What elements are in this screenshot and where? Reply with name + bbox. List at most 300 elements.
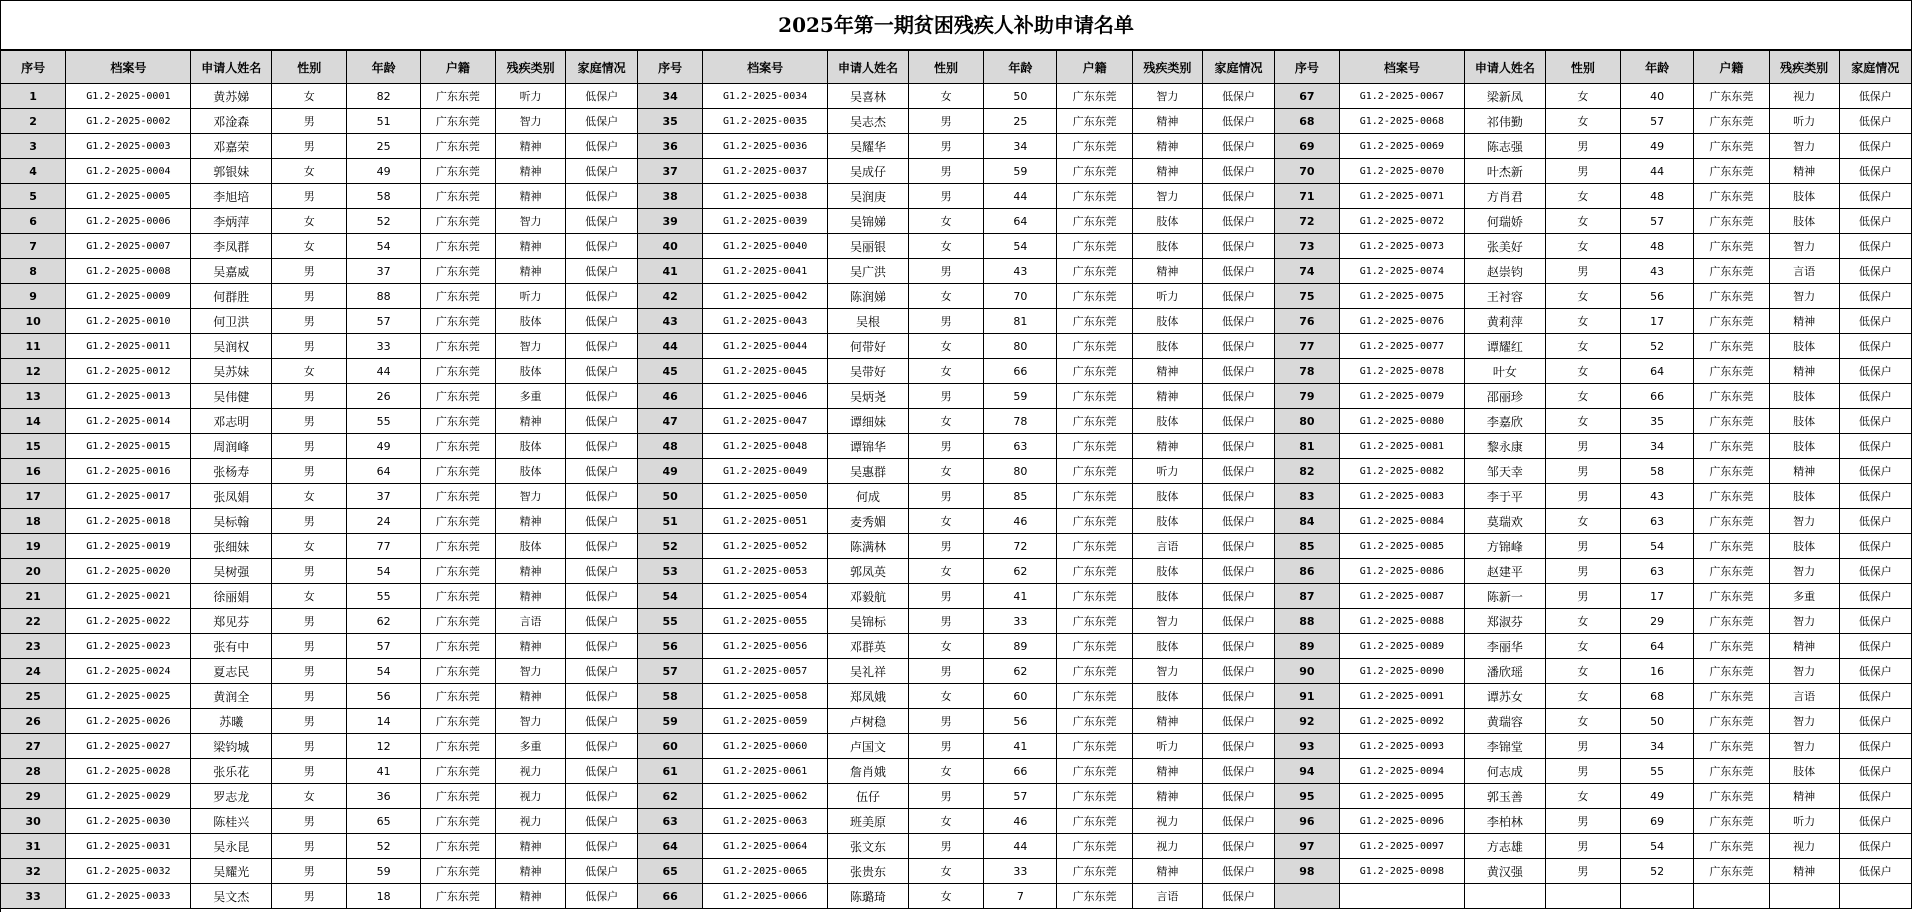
disability-type-cell: 肢体 (1132, 234, 1202, 259)
age-cell: 77 (347, 534, 420, 559)
disability-type-cell: 智力 (1769, 559, 1839, 584)
family-status-cell: 低保户 (566, 159, 638, 184)
gender-cell: 男 (908, 834, 983, 859)
disability-type-cell: 肢体 (1132, 409, 1202, 434)
family-status-cell: 低保户 (1202, 184, 1274, 209)
family-status-cell: 低保户 (566, 784, 638, 809)
disability-type-cell: 精神 (1132, 109, 1202, 134)
seq-cell: 47 (638, 409, 703, 434)
file-no-cell: G1.2-2025-0042 (703, 284, 828, 309)
applicant-name-cell: 邵丽珍 (1465, 384, 1546, 409)
gender-cell: 男 (272, 509, 347, 534)
domicile-cell: 广东东莞 (1057, 359, 1132, 384)
table-row (1, 234, 1912, 259)
file-no-cell: G1.2-2025-0008 (66, 259, 191, 284)
family-status-cell: 低保户 (1202, 84, 1274, 109)
file-no-cell: G1.2-2025-0005 (66, 184, 191, 209)
applicant-name-cell: 叶杰新 (1465, 159, 1546, 184)
gender-cell: 男 (272, 859, 347, 884)
age-cell: 49 (347, 434, 420, 459)
disability-type-cell: 言语 (1769, 684, 1839, 709)
domicile-cell: 广东东莞 (1694, 209, 1769, 234)
disability-type-cell: 智力 (1132, 609, 1202, 634)
applicant-name-cell: 麦秀媚 (828, 509, 909, 534)
domicile-cell: 广东东莞 (1057, 84, 1132, 109)
family-status-cell: 低保户 (1202, 684, 1274, 709)
disability-type-cell: 视力 (1132, 834, 1202, 859)
family-status-cell: 低保户 (1202, 659, 1274, 684)
seq-cell: 75 (1275, 284, 1340, 309)
applicant-name-cell: 叶女 (1465, 359, 1546, 384)
family-status-cell: 低保户 (1839, 609, 1911, 634)
disability-type-cell: 智力 (1769, 659, 1839, 684)
family-status-cell: 低保户 (1839, 159, 1911, 184)
file-no-cell: G1.2-2025-0034 (703, 84, 828, 109)
seq-cell: 77 (1275, 334, 1340, 359)
disability-type-cell: 肢体 (1132, 559, 1202, 584)
seq-cell: 5 (1, 184, 66, 209)
age-cell: 46 (984, 509, 1057, 534)
family-status-cell: 低保户 (1839, 559, 1911, 584)
domicile-cell: 广东东莞 (420, 259, 495, 284)
family-status-cell: 低保户 (566, 659, 638, 684)
domicile-cell: 广东东莞 (1057, 184, 1132, 209)
disability-type-cell: 肢体 (1769, 384, 1839, 409)
file-no-cell: G1.2-2025-0052 (703, 534, 828, 559)
disability-type-cell: 智力 (496, 484, 566, 509)
domicile-cell: 广东东莞 (420, 584, 495, 609)
family-status-cell: 低保户 (1202, 359, 1274, 384)
applicant-name-cell: 吴锦标 (828, 609, 909, 634)
age-cell: 37 (347, 484, 420, 509)
applicant-name-cell: 吴耀光 (191, 859, 272, 884)
seq-cell: 63 (638, 809, 703, 834)
gender-cell: 女 (908, 509, 983, 534)
age-cell: 58 (1621, 459, 1694, 484)
gender-cell: 女 (1545, 284, 1620, 309)
file-no-cell: G1.2-2025-0098 (1339, 859, 1464, 884)
age-cell: 14 (347, 709, 420, 734)
family-status-cell: 低保户 (1839, 84, 1911, 109)
seq-cell: 65 (638, 859, 703, 884)
seq-cell: 78 (1275, 359, 1340, 384)
disability-type-cell: 智力 (496, 109, 566, 134)
applicant-name-cell: 黄苏娣 (191, 84, 272, 109)
gender-cell: 女 (272, 84, 347, 109)
age-header: 年龄 (984, 51, 1057, 84)
family-status-cell: 低保户 (566, 809, 638, 834)
table-row (1, 559, 1912, 584)
domicile-cell: 广东东莞 (1694, 809, 1769, 834)
family-status-cell: 低保户 (566, 634, 638, 659)
age-cell: 57 (984, 784, 1057, 809)
seq-cell: 73 (1275, 234, 1340, 259)
domicile-cell: 广东东莞 (420, 609, 495, 634)
seq-cell: 42 (638, 284, 703, 309)
file-no-cell: G1.2-2025-0003 (66, 134, 191, 159)
file-no-cell: G1.2-2025-0082 (1339, 459, 1464, 484)
disability-type-cell: 精神 (1769, 309, 1839, 334)
table-row (1, 509, 1912, 534)
applicant-name-cell: 黄莉萍 (1465, 309, 1546, 334)
domicile-cell: 广东东莞 (1057, 409, 1132, 434)
seq-cell: 45 (638, 359, 703, 384)
disability-type-cell: 智力 (1132, 184, 1202, 209)
gender-cell: 女 (908, 809, 983, 834)
file-no-cell: G1.2-2025-0019 (66, 534, 191, 559)
disability-type-cell: 精神 (1769, 359, 1839, 384)
age-cell: 63 (1621, 509, 1694, 534)
age-cell: 55 (1621, 759, 1694, 784)
file-no-cell: G1.2-2025-0004 (66, 159, 191, 184)
file-no-cell: G1.2-2025-0047 (703, 409, 828, 434)
age-cell: 24 (347, 509, 420, 534)
family-status-cell: 低保户 (1202, 234, 1274, 259)
seq-cell: 81 (1275, 434, 1340, 459)
age-cell: 54 (1621, 534, 1694, 559)
seq-cell: 90 (1275, 659, 1340, 684)
gender-cell: 女 (272, 784, 347, 809)
gender-cell: 男 (908, 134, 983, 159)
age-cell: 34 (1621, 734, 1694, 759)
disability-type-cell: 智力 (1769, 284, 1839, 309)
family-status-cell: 低保户 (1202, 484, 1274, 509)
file-no-cell: G1.2-2025-0027 (66, 734, 191, 759)
disability-type-cell: 肢体 (496, 359, 566, 384)
gender-cell: 男 (272, 659, 347, 684)
table-row (1, 609, 1912, 634)
file-no-cell: G1.2-2025-0067 (1339, 84, 1464, 109)
domicile-cell: 广东东莞 (1694, 134, 1769, 159)
gender-cell: 男 (908, 784, 983, 809)
age-cell: 57 (347, 309, 420, 334)
file-no-cell: G1.2-2025-0001 (66, 84, 191, 109)
domicile-cell: 广东东莞 (420, 334, 495, 359)
age-cell: 58 (347, 184, 420, 209)
applicant-name-cell: 方志雄 (1465, 834, 1546, 859)
disability-type-cell: 智力 (1769, 234, 1839, 259)
disability-type-cell: 智力 (1132, 659, 1202, 684)
seq-cell: 88 (1275, 609, 1340, 634)
applicant-table (1, 50, 1912, 909)
file-no-cell: G1.2-2025-0023 (66, 634, 191, 659)
age-cell: 65 (347, 809, 420, 834)
family-status-cell: 低保户 (1839, 109, 1911, 134)
name-header: 申请人姓名 (1465, 51, 1546, 84)
applicant-name-cell: 吴惠群 (828, 459, 909, 484)
file-no-cell: G1.2-2025-0035 (703, 109, 828, 134)
file-no-header: 档案号 (66, 51, 191, 84)
domicile-cell: 广东东莞 (1057, 634, 1132, 659)
name-header: 申请人姓名 (191, 51, 272, 84)
family-status-cell: 低保户 (1839, 809, 1911, 834)
applicant-name-cell: 吴永昆 (191, 834, 272, 859)
disability-type-cell: 精神 (496, 159, 566, 184)
applicant-name-cell: 李凤群 (191, 234, 272, 259)
disability-type-cell: 肢体 (1132, 584, 1202, 609)
disability-type-cell: 肢体 (1769, 409, 1839, 434)
age-cell: 66 (1621, 384, 1694, 409)
domicile-cell: 广东东莞 (1694, 559, 1769, 584)
applicant-name-cell: 郭玉善 (1465, 784, 1546, 809)
file-no-cell: G1.2-2025-0024 (66, 659, 191, 684)
family-status-cell: 低保户 (566, 684, 638, 709)
file-no-cell: G1.2-2025-0014 (66, 409, 191, 434)
applicant-name-cell: 黄润全 (191, 684, 272, 709)
age-header: 年龄 (347, 51, 420, 84)
family-status-cell: 低保户 (566, 559, 638, 584)
gender-cell: 男 (272, 284, 347, 309)
disability-type-cell: 精神 (1132, 859, 1202, 884)
seq-cell: 59 (638, 709, 703, 734)
disability-type-cell: 听力 (496, 284, 566, 309)
disability-type-header: 残疾类别 (496, 51, 566, 84)
seq-cell (1275, 884, 1340, 909)
age-cell: 54 (984, 234, 1057, 259)
domicile-cell: 广东东莞 (1694, 509, 1769, 534)
gender-cell: 女 (908, 459, 983, 484)
file-no-cell: G1.2-2025-0028 (66, 759, 191, 784)
file-no-cell: G1.2-2025-0054 (703, 584, 828, 609)
gender-header: 性别 (908, 51, 983, 84)
seq-cell: 12 (1, 359, 66, 384)
gender-cell: 女 (1545, 184, 1620, 209)
domicile-cell: 广东东莞 (420, 309, 495, 334)
seq-cell: 28 (1, 759, 66, 784)
gender-cell: 男 (908, 534, 983, 559)
seq-cell: 93 (1275, 734, 1340, 759)
applicant-name-cell: 吴润庚 (828, 184, 909, 209)
gender-cell: 男 (272, 559, 347, 584)
applicant-name-cell: 郭银妹 (191, 159, 272, 184)
gender-cell: 男 (908, 434, 983, 459)
file-no-cell: G1.2-2025-0071 (1339, 184, 1464, 209)
disability-type-cell: 智力 (1769, 609, 1839, 634)
age-cell: 52 (347, 834, 420, 859)
family-status-cell: 低保户 (566, 459, 638, 484)
age-cell: 64 (984, 209, 1057, 234)
age-cell: 29 (1621, 609, 1694, 634)
age-cell: 49 (1621, 784, 1694, 809)
family-status-cell: 低保户 (1202, 109, 1274, 134)
domicile-cell: 广东东莞 (420, 184, 495, 209)
family-status-cell: 低保户 (566, 84, 638, 109)
age-cell: 41 (984, 734, 1057, 759)
family-status-cell: 低保户 (1839, 209, 1911, 234)
gender-cell: 女 (1545, 209, 1620, 234)
domicile-cell: 广东东莞 (420, 159, 495, 184)
family-status-cell: 低保户 (1839, 359, 1911, 384)
family-status-cell: 低保户 (566, 334, 638, 359)
age-cell: 68 (1621, 684, 1694, 709)
seq-cell: 55 (638, 609, 703, 634)
disability-type-cell: 肢体 (1132, 684, 1202, 709)
age-cell: 54 (347, 234, 420, 259)
disability-type-cell: 智力 (1769, 134, 1839, 159)
age-cell: 33 (984, 609, 1057, 634)
age-cell: 70 (984, 284, 1057, 309)
domicile-cell: 广东东莞 (1057, 709, 1132, 734)
applicant-name-cell: 何成 (828, 484, 909, 509)
domicile-cell: 广东东莞 (420, 434, 495, 459)
file-no-cell: G1.2-2025-0078 (1339, 359, 1464, 384)
domicile-cell: 广东东莞 (420, 284, 495, 309)
age-cell: 64 (347, 459, 420, 484)
family-status-cell: 低保户 (1839, 734, 1911, 759)
age-cell: 52 (347, 209, 420, 234)
domicile-cell: 广东东莞 (420, 759, 495, 784)
applicant-name-cell: 吴广洪 (828, 259, 909, 284)
table-row (1, 459, 1912, 484)
family-status-cell: 低保户 (1839, 834, 1911, 859)
seq-cell: 39 (638, 209, 703, 234)
seq-cell: 89 (1275, 634, 1340, 659)
applicant-name-cell: 吴礼祥 (828, 659, 909, 684)
family-status-cell: 低保户 (566, 134, 638, 159)
seq-cell: 84 (1275, 509, 1340, 534)
age-cell: 44 (984, 184, 1057, 209)
gender-cell: 男 (1545, 834, 1620, 859)
domicile-cell: 广东东莞 (1694, 334, 1769, 359)
family-status-cell: 低保户 (566, 834, 638, 859)
domicile-cell: 广东东莞 (1694, 759, 1769, 784)
domicile-cell: 广东东莞 (1057, 784, 1132, 809)
applicant-name-cell: 何群胜 (191, 284, 272, 309)
file-no-cell: G1.2-2025-0050 (703, 484, 828, 509)
disability-type-cell: 精神 (1132, 359, 1202, 384)
age-cell: 80 (984, 334, 1057, 359)
seq-cell: 30 (1, 809, 66, 834)
gender-cell: 男 (908, 609, 983, 634)
file-no-cell: G1.2-2025-0007 (66, 234, 191, 259)
gender-cell: 女 (1545, 384, 1620, 409)
family-status-cell: 低保户 (566, 734, 638, 759)
disability-type-cell: 精神 (496, 259, 566, 284)
seq-cell: 82 (1275, 459, 1340, 484)
family-status-cell: 低保户 (1202, 209, 1274, 234)
gender-cell: 男 (1545, 484, 1620, 509)
gender-cell: 男 (908, 734, 983, 759)
seq-cell: 38 (638, 184, 703, 209)
file-no-cell: G1.2-2025-0066 (703, 884, 828, 909)
domicile-cell: 广东东莞 (1057, 309, 1132, 334)
file-no-cell: G1.2-2025-0075 (1339, 284, 1464, 309)
gender-cell: 女 (1545, 509, 1620, 534)
file-no-cell: G1.2-2025-0056 (703, 634, 828, 659)
disability-type-cell: 精神 (1132, 159, 1202, 184)
applicant-name-cell: 邓嘉荣 (191, 134, 272, 159)
file-no-cell: G1.2-2025-0084 (1339, 509, 1464, 534)
gender-cell: 男 (908, 584, 983, 609)
applicant-name-cell: 苏曦 (191, 709, 272, 734)
applicant-name-cell: 李丽华 (1465, 634, 1546, 659)
table-row (1, 484, 1912, 509)
age-cell: 33 (347, 334, 420, 359)
domicile-cell: 广东东莞 (1694, 584, 1769, 609)
seq-cell: 7 (1, 234, 66, 259)
gender-cell: 男 (272, 609, 347, 634)
gender-cell: 男 (272, 184, 347, 209)
domicile-cell: 广东东莞 (1057, 734, 1132, 759)
seq-cell: 60 (638, 734, 703, 759)
disability-type-cell: 肢体 (1132, 634, 1202, 659)
domicile-cell: 广东东莞 (420, 459, 495, 484)
table-row (1, 209, 1912, 234)
file-no-cell: G1.2-2025-0055 (703, 609, 828, 634)
age-cell: 41 (347, 759, 420, 784)
applicant-name-cell: 李嘉欣 (1465, 409, 1546, 434)
seq-cell: 11 (1, 334, 66, 359)
applicant-name-cell: 卢国文 (828, 734, 909, 759)
disability-type-cell: 肢体 (496, 434, 566, 459)
seq-cell: 8 (1, 259, 66, 284)
applicant-name-cell: 伍仔 (828, 784, 909, 809)
disability-type-cell: 听力 (1132, 284, 1202, 309)
family-status-cell: 低保户 (566, 409, 638, 434)
age-cell: 85 (984, 484, 1057, 509)
family-status-cell: 低保户 (1839, 759, 1911, 784)
file-no-cell: G1.2-2025-0059 (703, 709, 828, 734)
gender-cell: 女 (908, 759, 983, 784)
gender-cell: 女 (272, 234, 347, 259)
age-cell: 49 (1621, 134, 1694, 159)
file-no-cell: G1.2-2025-0090 (1339, 659, 1464, 684)
applicant-name-cell: 谭苏女 (1465, 684, 1546, 709)
family-status-cell: 低保户 (1839, 409, 1911, 434)
gender-cell: 女 (1545, 234, 1620, 259)
table-row (1, 184, 1912, 209)
file-no-cell: G1.2-2025-0080 (1339, 409, 1464, 434)
seq-cell: 6 (1, 209, 66, 234)
family-status-cell: 低保户 (566, 284, 638, 309)
domicile-cell: 广东东莞 (1694, 284, 1769, 309)
applicant-name-cell: 陈满林 (828, 534, 909, 559)
table-row (1, 384, 1912, 409)
applicant-name-cell: 赵建平 (1465, 559, 1546, 584)
disability-type-cell: 精神 (1769, 859, 1839, 884)
table-row (1, 534, 1912, 559)
domicile-header: 户籍 (420, 51, 495, 84)
age-header: 年龄 (1621, 51, 1694, 84)
gender-cell: 男 (272, 809, 347, 834)
file-no-cell: G1.2-2025-0037 (703, 159, 828, 184)
family-status-cell: 低保户 (1202, 634, 1274, 659)
age-cell: 43 (984, 259, 1057, 284)
disability-type-cell: 肢体 (1769, 759, 1839, 784)
applicant-name-cell: 陈璐琦 (828, 884, 909, 909)
seq-cell: 61 (638, 759, 703, 784)
seq-cell: 31 (1, 834, 66, 859)
seq-cell: 70 (1275, 159, 1340, 184)
applicant-name-cell: 张有中 (191, 634, 272, 659)
age-cell: 25 (347, 134, 420, 159)
seq-cell: 23 (1, 634, 66, 659)
table-body (1, 84, 1912, 909)
family-status-cell: 低保户 (1839, 309, 1911, 334)
disability-type-cell: 精神 (496, 509, 566, 534)
applicant-name-cell: 李炳萍 (191, 209, 272, 234)
file-no-cell: G1.2-2025-0061 (703, 759, 828, 784)
disability-type-cell: 肢体 (1769, 534, 1839, 559)
disability-type-cell: 肢体 (1132, 309, 1202, 334)
family-status-header: 家庭情况 (1202, 51, 1274, 84)
family-status-cell: 低保户 (1202, 384, 1274, 409)
seq-cell: 32 (1, 859, 66, 884)
applicant-name-cell: 何志成 (1465, 759, 1546, 784)
family-status-cell: 低保户 (1202, 309, 1274, 334)
domicile-cell: 广东东莞 (1057, 809, 1132, 834)
applicant-name-cell: 吴炳尧 (828, 384, 909, 409)
